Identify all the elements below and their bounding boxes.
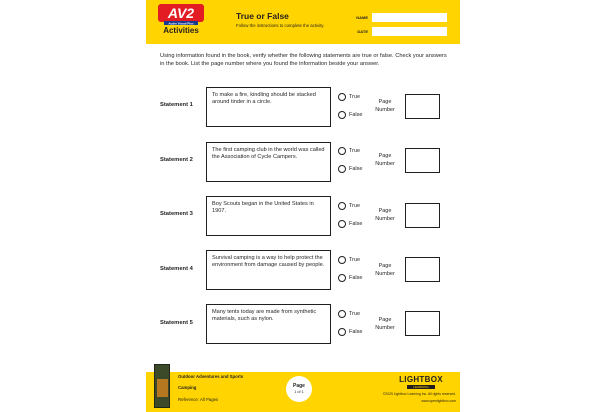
true-label: True [349, 311, 361, 317]
page-label-line-2: Number [375, 107, 395, 113]
true-label: True [349, 148, 361, 154]
page-label-line-2: Number [375, 271, 395, 277]
statement-4-false-option[interactable] [338, 274, 362, 282]
statement-2-true-option[interactable] [338, 147, 360, 155]
page-label-line-1: Page [378, 99, 392, 105]
radio-circle-icon[interactable] [338, 256, 346, 264]
instructions-text: Using information found in the book, verify whether the following statements are true or false. Check your answers in the book. List the page number where you found the information beside your answer. [160, 53, 447, 68]
radio-circle-icon[interactable] [338, 93, 346, 101]
book-cover-art [157, 379, 168, 397]
lightbox-logo [386, 375, 456, 389]
page-indicator-count: 1 of 1 [294, 390, 304, 394]
statement-4-page-input[interactable] [405, 257, 440, 282]
statement-3-text: Boy Scouts began in the United States in 1907. [206, 196, 331, 236]
name-field[interactable] [372, 13, 447, 22]
page-number-label [370, 98, 400, 114]
page-indicator-label: Page [293, 383, 305, 389]
header-band [146, 0, 460, 44]
page-label-line-2: Number [375, 325, 395, 331]
statement-4-text: Survival camping is a way to help protect the environment from damage caused by people. [206, 250, 331, 290]
radio-circle-icon[interactable] [338, 220, 346, 228]
series-title: Outdoor Adventures and Sports [178, 374, 244, 379]
radio-circle-icon[interactable] [338, 111, 346, 119]
date-label: DATE [357, 29, 368, 34]
true-label: True [349, 94, 361, 100]
radio-circle-icon[interactable] [338, 328, 346, 336]
logo-tagline: Audio Visual Plus [168, 21, 194, 26]
radio-circle-icon[interactable] [338, 274, 346, 282]
date-field[interactable] [372, 27, 447, 36]
radio-circle-icon[interactable] [338, 147, 346, 155]
false-label: False [349, 329, 363, 335]
statement-4-true-option[interactable] [338, 256, 360, 264]
radio-circle-icon[interactable] [338, 165, 346, 173]
statement-2-label: Statement 2 [160, 157, 193, 163]
radio-circle-icon[interactable] [338, 310, 346, 318]
statement-3-label: Statement 3 [160, 211, 193, 217]
statement-2-false-option[interactable] [338, 165, 362, 173]
page-label-line-1: Page [378, 317, 392, 323]
page-number-label [370, 152, 400, 168]
publisher-name: LIGHTBOX [399, 375, 443, 384]
statement-5-text: Many tents today are made from synthetic materials, such as nylon. [206, 304, 331, 344]
page-subtitle: Follow the instructions to complete the activity. [236, 23, 325, 28]
statement-1-true-option[interactable] [338, 93, 360, 101]
page-indicator [286, 376, 312, 402]
statement-4-label: Statement 4 [160, 266, 193, 272]
statement-3-true-option[interactable] [338, 202, 360, 210]
book-cover-thumbnail [154, 364, 170, 408]
page-label-line-2: Number [375, 161, 395, 167]
logo-text: AV2 [167, 5, 195, 21]
website-text: www.openlightbox.com [421, 399, 456, 403]
logo-caption: Activities [163, 26, 199, 35]
name-label: NAME [356, 15, 368, 20]
page-label-line-1: Page [378, 208, 392, 214]
statement-1-page-input[interactable] [405, 94, 440, 119]
page-label-line-1: Page [378, 153, 392, 159]
statement-2-page-input[interactable] [405, 148, 440, 173]
page-title: True or False [236, 11, 289, 21]
av2-logo-mark [158, 4, 204, 26]
page-number-label [370, 316, 400, 332]
false-label: False [349, 221, 363, 227]
false-label: False [349, 275, 363, 281]
statement-1-text: To make a fire, kindling should be stacked around tinder in a circle. [206, 87, 331, 127]
page-number-label [370, 262, 400, 278]
statement-1-label: Statement 1 [160, 102, 193, 108]
statement-5-false-option[interactable] [338, 328, 362, 336]
page-label-line-1: Page [378, 263, 392, 269]
reference-pages: Reference: All Pages [178, 397, 219, 402]
statement-5-true-option[interactable] [338, 310, 360, 318]
statement-5-page-input[interactable] [405, 311, 440, 336]
statement-3-page-input[interactable] [405, 203, 440, 228]
statement-5-label: Statement 5 [160, 320, 193, 326]
false-label: False [349, 112, 363, 118]
publisher-sub: LEARNING [407, 385, 435, 389]
statement-1-false-option[interactable] [338, 111, 362, 119]
page-label-line-2: Number [375, 216, 395, 222]
book-title: Camping [178, 385, 197, 390]
true-label: True [349, 203, 361, 209]
worksheet-page [146, 0, 460, 412]
true-label: True [349, 257, 361, 263]
statement-2-text: The first camping club in the world was called the Association of Cycle Campers. [206, 142, 331, 182]
copyright-text: ©2025 Lightbox Learning Inc. All rights reserved. [382, 392, 456, 396]
radio-circle-icon[interactable] [338, 202, 346, 210]
false-label: False [349, 166, 363, 172]
statement-3-false-option[interactable] [338, 220, 362, 228]
av2-logo [156, 4, 206, 40]
page-number-label [370, 207, 400, 223]
